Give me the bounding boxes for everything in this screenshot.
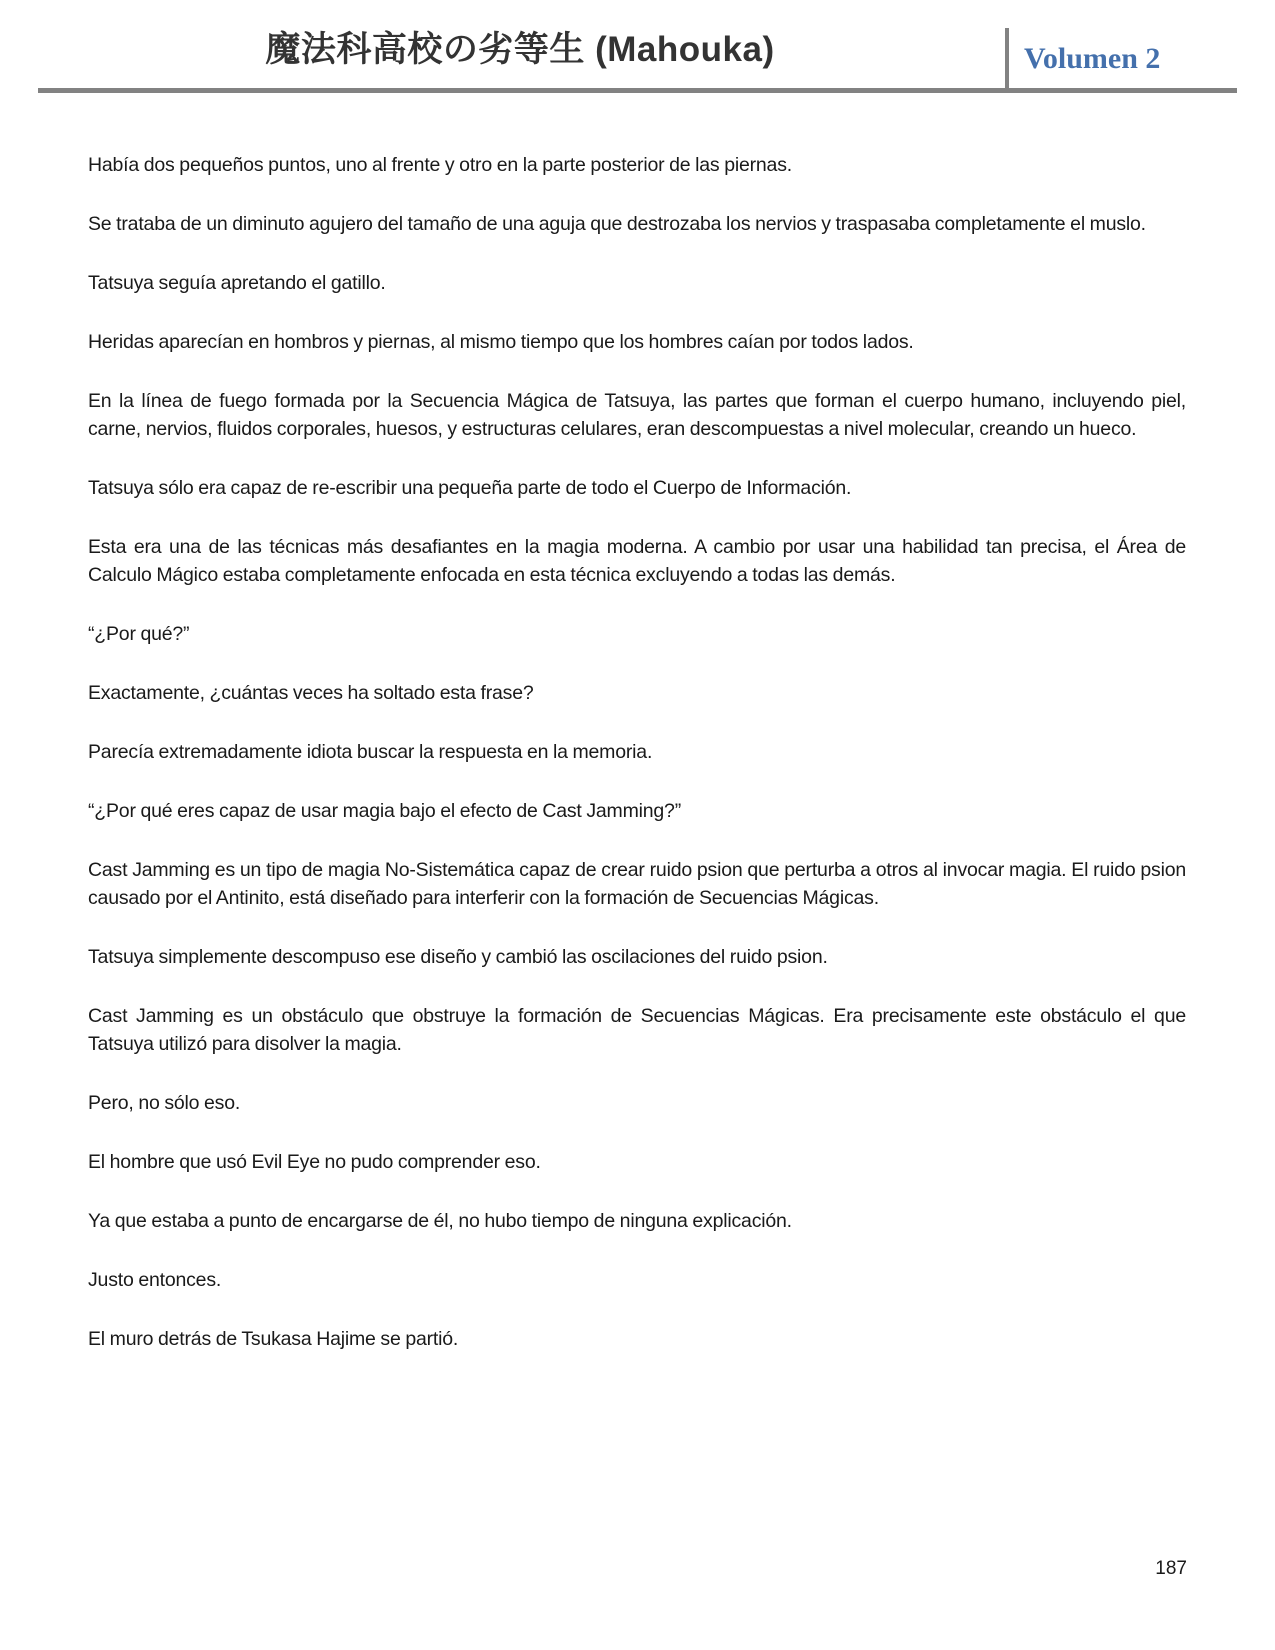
paragraph-3: Tatsuya seguía apretando el gatillo. <box>88 272 386 294</box>
page-title: 魔法科高校の劣等生 (Mahouka) <box>265 30 775 69</box>
body-text <box>88 151 1186 1384</box>
paragraph-6: Tatsuya sólo era capaz de re-escribir una pequeña parte de todo el Cuerpo de Información. <box>88 477 852 499</box>
volume-label-block <box>1005 28 1160 90</box>
header-divider-rule <box>38 88 1237 93</box>
paragraph-12: Cast Jamming es un tipo de magia No-Sistemática capaz de crear ruido psion que perturba a otros al invocar magia. El ruido psion causado por el Antinito, está diseñado para interferir con la formación de Secuencias Mágicas. <box>88 859 1186 909</box>
page-footer <box>1155 1558 1187 1580</box>
volume-label: Volumen 2 <box>1024 42 1161 75</box>
paragraph-7: Esta era una de las técnicas más desafiantes en la magia moderna. A cambio por usar una habilidad tan precisa, el Área de Calculo Mágico estaba completamente enfocada en esta técnica excluyendo a todas las demás. <box>88 536 1186 586</box>
paragraph-18: Justo entonces. <box>88 1269 222 1291</box>
paragraph-13: Tatsuya simplemente descompuso ese diseño y cambió las oscilaciones del ruido psion. <box>88 946 828 968</box>
paragraph-8: “¿Por qué?” <box>88 623 190 645</box>
paragraph-1: Había dos pequeños puntos, uno al frente y otro en la parte posterior de las piernas. <box>88 154 792 176</box>
paragraph-19: El muro detrás de Tsukasa Hajime se partió. <box>88 1328 459 1350</box>
paragraph-17: Ya que estaba a punto de encargarse de él, no hubo tiempo de ninguna explicación. <box>88 1210 792 1232</box>
paragraph-11: “¿Por qué eres capaz de usar magia bajo el efecto de Cast Jamming?” <box>88 800 681 822</box>
paragraph-15: Pero, no sólo eso. <box>88 1092 241 1114</box>
paragraph-14: Cast Jamming es un obstáculo que obstruye la formación de Secuencias Mágicas. Era precisamente este obstáculo el que Tatsuya utilizó para disolver la magia. <box>88 1005 1186 1055</box>
page-number: 187 <box>1155 1558 1187 1579</box>
paragraph-10: Parecía extremadamente idiota buscar la respuesta en la memoria. <box>88 741 653 763</box>
paragraph-2: Se trataba de un diminuto agujero del tamaño de una aguja que destrozaba los nervios y traspasaba completamente el muslo. <box>88 213 1146 235</box>
paragraph-4: Heridas aparecían en hombros y piernas, al mismo tiempo que los hombres caían por todos lados. <box>88 331 914 353</box>
paragraph-9: Exactamente, ¿cuántas veces ha soltado esta frase? <box>88 682 534 704</box>
paragraph-5: En la línea de fuego formada por la Secuencia Mágica de Tatsuya, las partes que forman el cuerpo humano, incluyendo piel, carne, nervios, fluidos corporales, huesos, y estructuras celulares, eran descompuestas a nivel molecular, creando un hueco. <box>88 390 1186 440</box>
paragraph-16: El hombre que usó Evil Eye no pudo comprender eso. <box>88 1151 541 1173</box>
